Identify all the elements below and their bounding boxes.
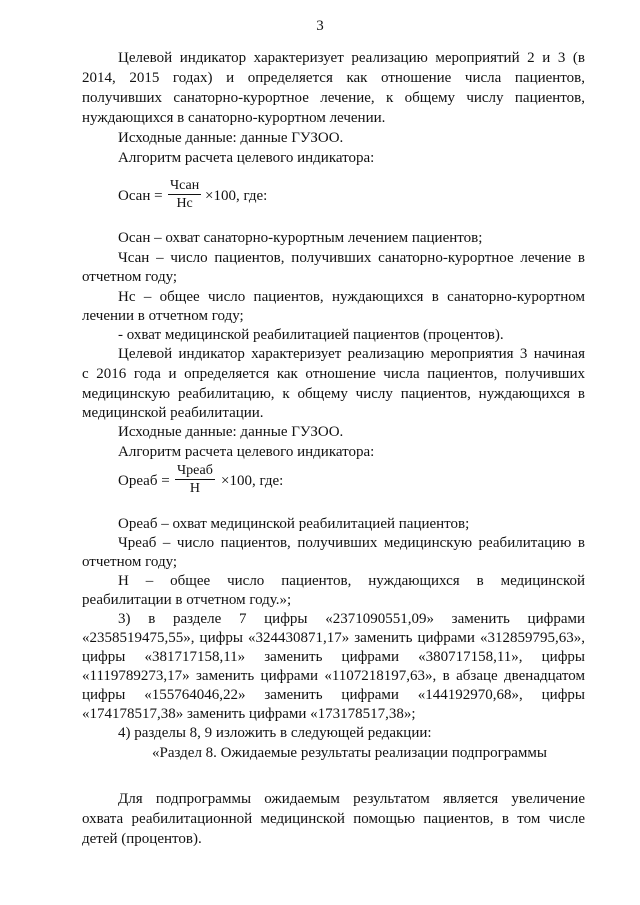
source-line-1: Исходные данные: данные ГУЗОО. [118,130,344,146]
denominator: Н [189,481,200,496]
denominator: Нс [176,196,193,211]
formula-lhs: Ореаб = [118,473,170,489]
def-chsan-line2: отчетном году; [82,269,178,285]
bullet-rehab: - охват медицинской реабилитацией пациентов (процентов). [118,327,504,343]
algorithm-line-2: Алгоритм расчета целевого индикатора: [118,444,375,460]
formula-oreab [118,462,318,502]
para2-line3: медицинскую реабилитацию, к общему числу пациентов, нуждающихся в [82,386,585,402]
formula-rhs: ×100, где: [221,473,284,489]
def-nc-line1: Нс – общее число пациентов, нуждающихся в санаторно-курортном [118,289,585,305]
numerator: Чреаб [177,463,213,478]
para2-line2: с 2016 года и определяется как отношение числа пациентов, получивших [82,366,585,382]
fraction [175,462,215,498]
formula-osan [118,177,318,217]
para1-line3: получивших санаторно-курортное лечение, к общему числу пациентов, [82,90,585,106]
item3-line6: «174178517,38» заменить цифрами «173178517,38»; [82,706,416,722]
def-oreab: Ореаб – охват медицинской реабилитацией пациентов; [118,516,470,532]
def-n-line1: Н – общее число пациентов, нуждающихся в медицинской [118,573,585,589]
final-line3: детей (процентов). [82,831,202,847]
section8-title: «Раздел 8. Ожидаемые результаты реализации подпрограммы [152,745,547,761]
page-number: 3 [316,18,324,34]
item3-line2: «2358519475,55», цифры «324430871,17» заменить цифрами «312859795,63», [82,630,585,646]
def-chreab-line1: Чреаб – число пациентов, получивших медицинскую реабилитацию в [118,535,585,551]
def-n-line2: реабилитации в отчетном году.»; [82,592,292,608]
fraction [168,177,201,213]
final-line2: охвата реабилитационной медицинской помощью пациентов, в том числе [82,811,585,827]
def-nc-line2: лечении в отчетном году; [82,308,244,324]
item4: 4) разделы 8, 9 изложить в следующей редакции: [118,725,432,741]
def-osan: Осан – охват санаторно-курортным лечением пациентов; [118,230,483,246]
item3-line1: 3) в разделе 7 цифры «2371090551,09» заменить цифрами [118,611,585,627]
def-chsan-line1: Чсан – число пациентов, получивших санаторно-курортное лечение в [118,250,585,266]
para2-line4: медицинской реабилитации. [82,405,264,421]
item3-line4: «1119789273,17» заменить цифрами «1107218197,63», в абзаце двенадцатом [82,668,585,684]
para1-line2: 2014, 2015 годах) и определяется как отношение числа пациентов, [82,70,585,86]
para1-line4: нуждающихся в санаторно-курортном лечении. [82,110,386,126]
item3-line5: цифры «155764046,22» заменить цифрами «144192970,68», цифры [82,687,585,703]
para2-line1: Целевой индикатор характеризует реализацию мероприятия 3 начиная [118,346,585,362]
def-chreab-line2: отчетном году; [82,554,178,570]
formula-lhs: Осан = [118,188,163,204]
para1-line1: Целевой индикатор характеризует реализацию мероприятий 2 и 3 (в [118,50,585,66]
numerator: Чсан [170,178,200,193]
source-line-2: Исходные данные: данные ГУЗОО. [118,424,344,440]
item3-line3: цифры «381717158,11» заменить цифрами «380717158,11», цифры [82,649,585,665]
formula-rhs: ×100, где: [205,188,268,204]
final-line1: Для подпрограммы ожидаемым результатом является увеличение [118,791,585,807]
algorithm-line-1: Алгоритм расчета целевого индикатора: [118,150,375,166]
